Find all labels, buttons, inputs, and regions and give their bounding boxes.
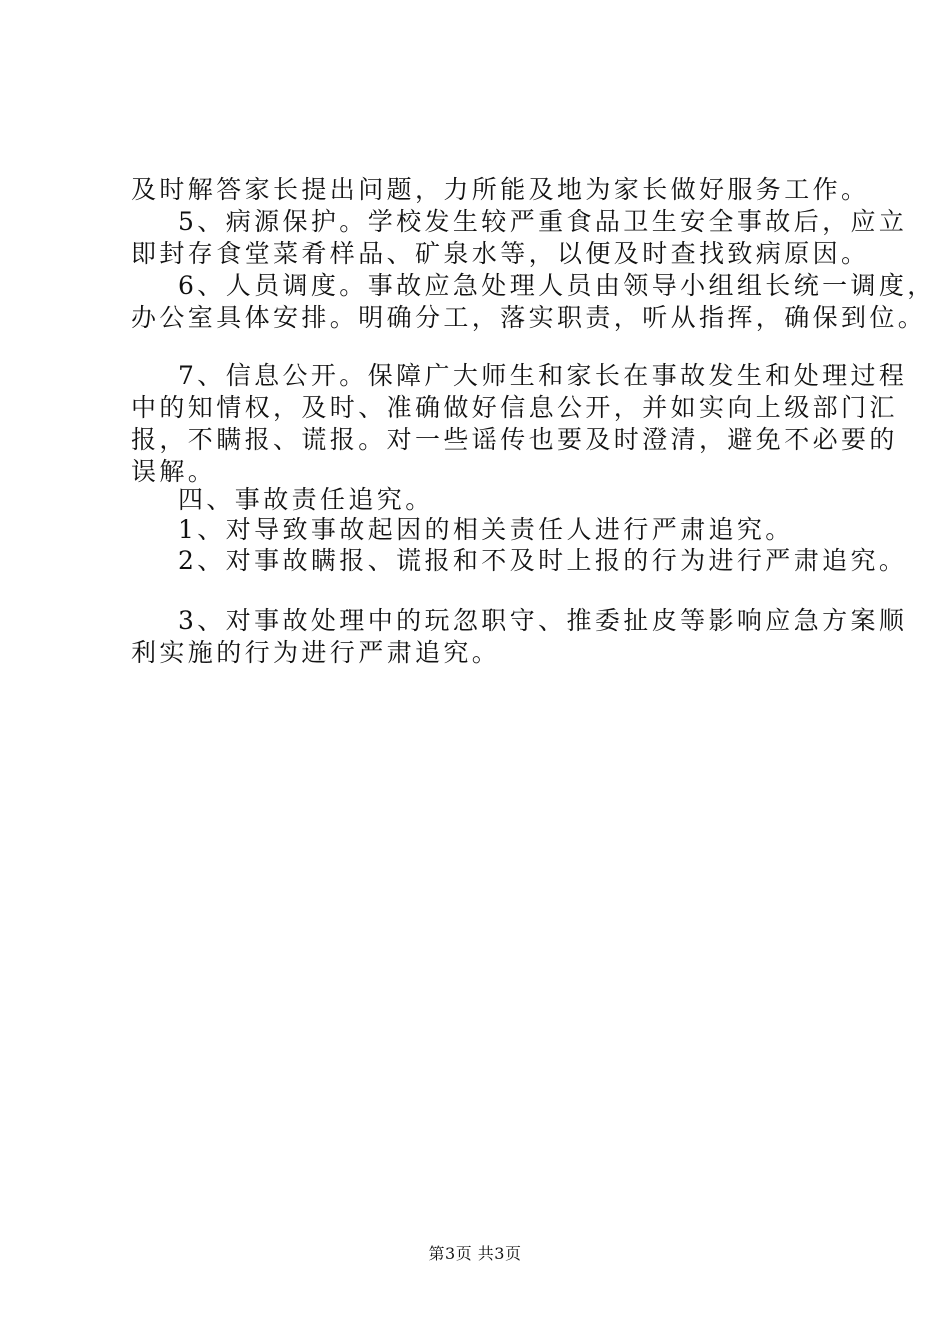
paragraph-line: 2、对事故瞒报、谎报和不及时上报的行为进行严肃追究。 [178, 546, 908, 575]
paragraph-line: 误解。 [131, 457, 217, 486]
page-number-footer: 第3页 共3页 [428, 1244, 522, 1263]
paragraph-line: 即封存食堂菜肴样品、矿泉水等，以便及时查找致病原因。 [131, 239, 870, 268]
paragraph-line: 1、对导致事故起因的相关责任人进行严肃追究。 [178, 515, 794, 544]
paragraph-line: 3、对事故处理中的玩忽职守、推委扯皮等影响应急方案顺 [178, 606, 908, 635]
paragraph-line: 利实施的行为进行严肃追究。 [131, 638, 501, 667]
paragraph-line: 及时解答家长提出问题，力所能及地为家长做好服务工作。 [131, 175, 870, 204]
section-heading: 四、事故责任追究。 [178, 485, 434, 514]
paragraph-line: 中的知情权，及时、准确做好信息公开，并如实向上级部门汇 [131, 393, 898, 422]
paragraph-line: 5、病源保护。学校发生较严重食品卫生安全事故后，应立 [178, 207, 908, 236]
paragraph-line: 报，不瞒报、谎报。对一些谣传也要及时澄清，避免不必要的 [131, 425, 898, 454]
paragraph-line: 办公室具体安排。明确分工，落实职责，听从指挥，确保到位。 [131, 303, 927, 332]
paragraph-line: 7、信息公开。保障广大师生和家长在事故发生和处理过程 [178, 361, 908, 390]
paragraph-line: 6、人员调度。事故应急处理人员由领导小组组长统一调度， [178, 271, 936, 300]
